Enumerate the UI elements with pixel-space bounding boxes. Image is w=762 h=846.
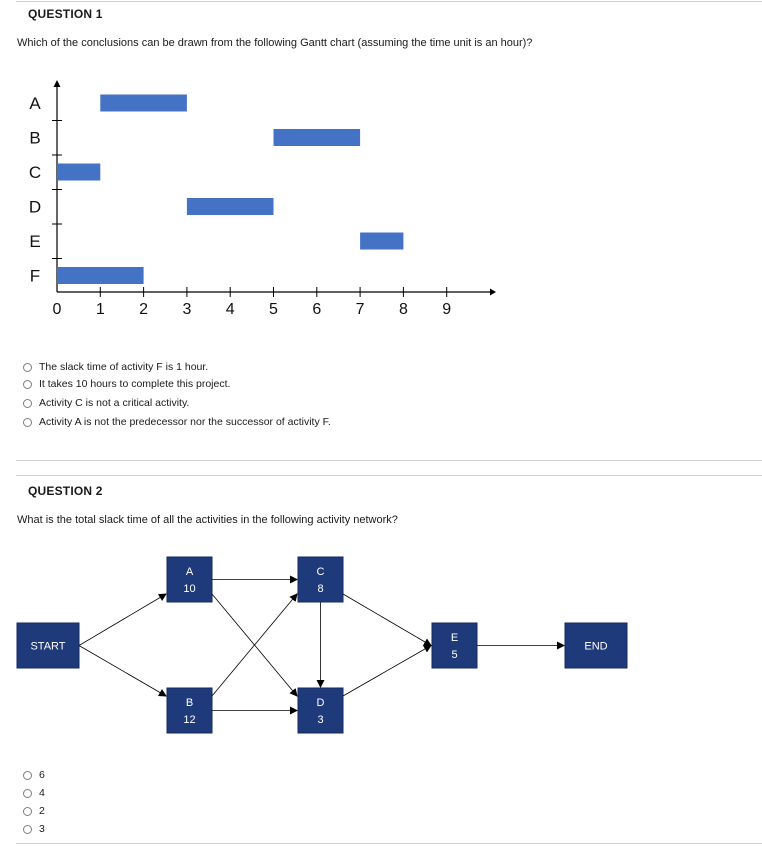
radio-button[interactable] [23, 418, 32, 427]
q1-option-2[interactable] [23, 378, 230, 390]
node-box [432, 623, 477, 668]
node-end [565, 623, 627, 668]
node-label: B [185, 697, 194, 709]
node-label: C [316, 566, 325, 578]
node-duration: 3 [317, 714, 324, 726]
gantt-bar-c [57, 164, 100, 181]
q2-option-2[interactable] [23, 787, 45, 799]
node-c [298, 557, 343, 602]
option-label: It takes 10 hours to complete this project. [39, 378, 231, 390]
gantt-bar-f [57, 267, 144, 284]
x-tick-label: 4 [225, 301, 235, 318]
node-duration: 8 [317, 583, 324, 595]
gantt-bar-d [187, 198, 274, 215]
activity-network [0, 545, 762, 745]
radio-button[interactable] [23, 380, 32, 389]
edge-d-e [343, 646, 431, 697]
question-2-prompt: What is the total slack time of all the activities in the following activity network? [17, 514, 398, 526]
question-2-title: QUESTION 2 [28, 484, 103, 498]
gantt-bar-a [100, 95, 187, 112]
y-category-label: D [28, 197, 42, 217]
node-box [298, 688, 343, 733]
node-label: START [30, 640, 66, 653]
x-tick-label: 0 [52, 301, 62, 318]
q1-option-4[interactable] [23, 416, 331, 428]
top-divider [16, 1, 762, 2]
node-duration: 10 [183, 583, 196, 595]
bottom-divider [16, 843, 762, 844]
y-category-label: C [28, 163, 42, 182]
y-axis-arrow [54, 80, 61, 87]
option-label: 6 [39, 769, 45, 781]
node-d [298, 688, 343, 733]
x-tick-label: 7 [355, 301, 365, 318]
y-category-label: B [29, 128, 41, 148]
node-start [17, 623, 79, 668]
q1-option-3[interactable] [23, 397, 189, 409]
edge-start-a [79, 594, 166, 646]
option-label: The slack time of activity F is 1 hour. [39, 361, 209, 373]
option-label: 4 [39, 787, 45, 799]
gantt-bar-e [360, 233, 403, 250]
node-box [167, 557, 212, 602]
x-tick-label: 3 [182, 301, 192, 318]
node-a [167, 557, 212, 602]
y-category-label: E [29, 232, 41, 251]
question-divider [16, 475, 762, 476]
q1-option-1[interactable] [23, 361, 208, 373]
x-tick-label: 2 [139, 301, 149, 318]
radio-button[interactable] [23, 789, 32, 798]
x-tick-label: 1 [95, 301, 105, 318]
node-duration: 5 [451, 649, 458, 661]
option-label: Activity A is not the predecessor nor the successor of activity F. [39, 416, 331, 428]
q2-option-1[interactable] [23, 769, 45, 781]
x-tick-label: 8 [398, 301, 408, 318]
node-duration: 12 [183, 714, 196, 726]
node-label: END [584, 640, 608, 653]
option-label: Activity C is not a critical activity. [39, 397, 190, 409]
x-tick-label: 9 [442, 301, 452, 318]
gantt-bar-b [274, 129, 361, 146]
gantt-chart [0, 70, 520, 330]
node-label: D [316, 697, 325, 709]
option-label: 2 [39, 805, 45, 817]
node-box [298, 557, 343, 602]
node-label: E [450, 632, 459, 644]
x-tick-label: 5 [269, 301, 278, 318]
y-category-label: A [29, 94, 41, 113]
question-1-title: QUESTION 1 [28, 7, 103, 21]
q2-option-3[interactable] [23, 805, 45, 817]
x-tick-label: 6 [312, 301, 322, 318]
edge-start-b [79, 646, 166, 697]
node-e [432, 623, 477, 668]
radio-button[interactable] [23, 771, 32, 780]
node-box [167, 688, 212, 733]
option-label: 3 [39, 823, 45, 835]
node-b [167, 688, 212, 733]
edge-c-e [343, 594, 431, 646]
radio-button[interactable] [23, 807, 32, 816]
q2-option-4[interactable] [23, 823, 45, 835]
question-divider [16, 460, 762, 461]
x-axis-arrow [490, 289, 496, 296]
question-1-prompt: Which of the conclusions can be drawn from the following Gantt chart (assuming the time unit is an hour)? [17, 37, 533, 49]
radio-button[interactable] [23, 825, 32, 834]
y-category-label: F [29, 266, 41, 286]
radio-button[interactable] [23, 399, 32, 408]
radio-button[interactable] [23, 363, 32, 372]
node-label: A [185, 566, 194, 578]
